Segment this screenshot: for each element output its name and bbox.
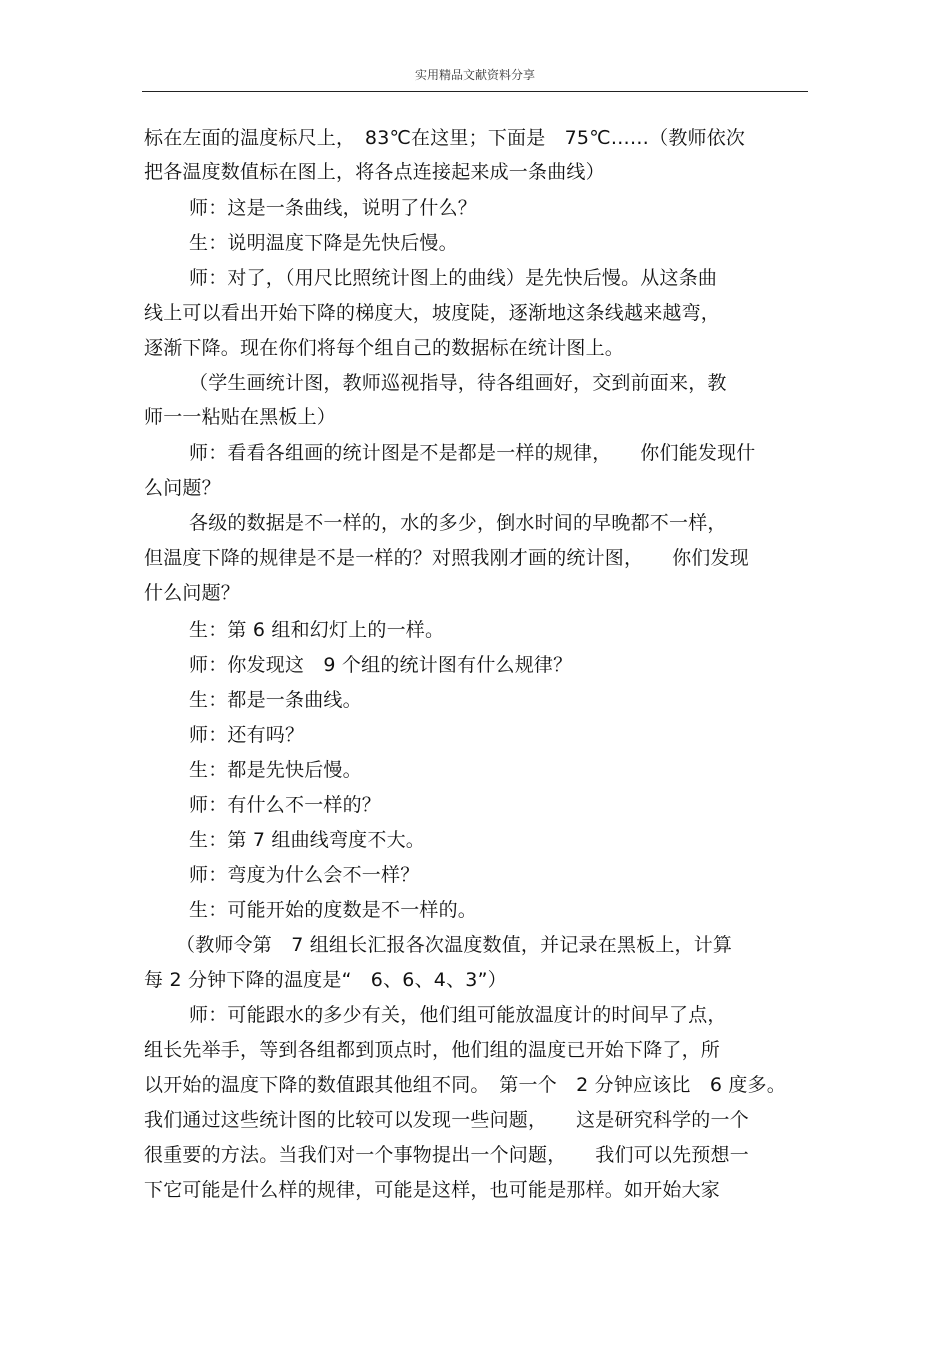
text-line: （教师令第 7 组组长汇报各次温度数值，并记录在黑板上，计算 [176,934,733,956]
text-line: 线上可以看出开始下降的梯度大，坡度陡，逐渐地这条线越来越弯， [144,302,721,324]
text-line: 生：第 6 组和幻灯上的一样。 [189,619,445,641]
text-line: 组长先举手，等到各组都到顶点时，他们组的温度已开始下降了，所 [144,1039,721,1061]
text-line: 下它可能是什么样的规律，可能是这样，也可能是那样。如开始大家 [144,1179,721,1201]
page-header: 实用精品文献资料分享 [414,68,535,82]
text-line: 生：都是先快后慢。 [189,759,362,781]
text-line: 我们通过这些统计图的比较可以发现一些问题， 这是研究科学的一个 [144,1109,749,1131]
text-line: 师：你发现这 9 个组的统计图有什么规律？ [189,654,573,676]
text-line: 师：弯度为什么会不一样？ [189,864,420,886]
text-line: 以开始的温度下降的数值跟其他组不同。 第一个 2 分钟应该比 6 度多。 [144,1074,786,1096]
text-line: 什么问题？ [144,582,241,604]
text-line: 师：这是一条曲线，说明了什么？ [189,197,478,219]
text-line: 生：说明温度下降是先快后慢。 [189,232,458,254]
text-line: 么问题？ [144,477,221,499]
text-line: 每 2 分钟下降的温度是“ 6、6、4、3”） [144,969,507,991]
text-line: 但温度下降的规律是不是一样的？对照我刚才画的统计图， 你们发现 [144,547,749,569]
text-line: 标在左面的温度标尺上， 83℃在这里；下面是 75℃……（教师依次 [144,127,746,149]
text-line: 把各温度数值标在图上，将各点连接起来成一条曲线） [144,161,605,183]
text-line: 生：可能开始的度数是不一样的。 [189,899,478,921]
header-rule [142,91,808,92]
text-line: 逐渐下降。现在你们将每个组自己的数据标在统计图上。 [144,337,625,359]
text-line: 很重要的方法。当我们对一个事物提出一个问题， 我们可以先预想一 [144,1144,749,1166]
text-line: 师：对了，（用尺比照统计图上的曲线）是先快后慢。从这条曲 [189,267,718,289]
text-line: 生：第 7 组曲线弯度不大。 [189,829,425,851]
text-line: 师：看看各组画的统计图是不是都是一样的规律， 你们能发现什 [189,442,756,464]
text-line: 师：可能跟水的多少有关，他们组可能放温度计的时间早了点， [189,1004,727,1026]
text-line: 师一一粘贴在黑板上） [144,406,337,428]
text-line: 师：还有吗？ [189,724,305,746]
text-line: 各级的数据是不一样的，水的多少，倒水时间的早晚都不一样， [189,512,727,534]
text-line: 师：有什么不一样的？ [189,794,382,816]
text-line: 生：都是一条曲线。 [189,689,362,711]
text-line: （学生画统计图，教师巡视指导，待各组画好，交到前面来，教 [189,372,727,394]
